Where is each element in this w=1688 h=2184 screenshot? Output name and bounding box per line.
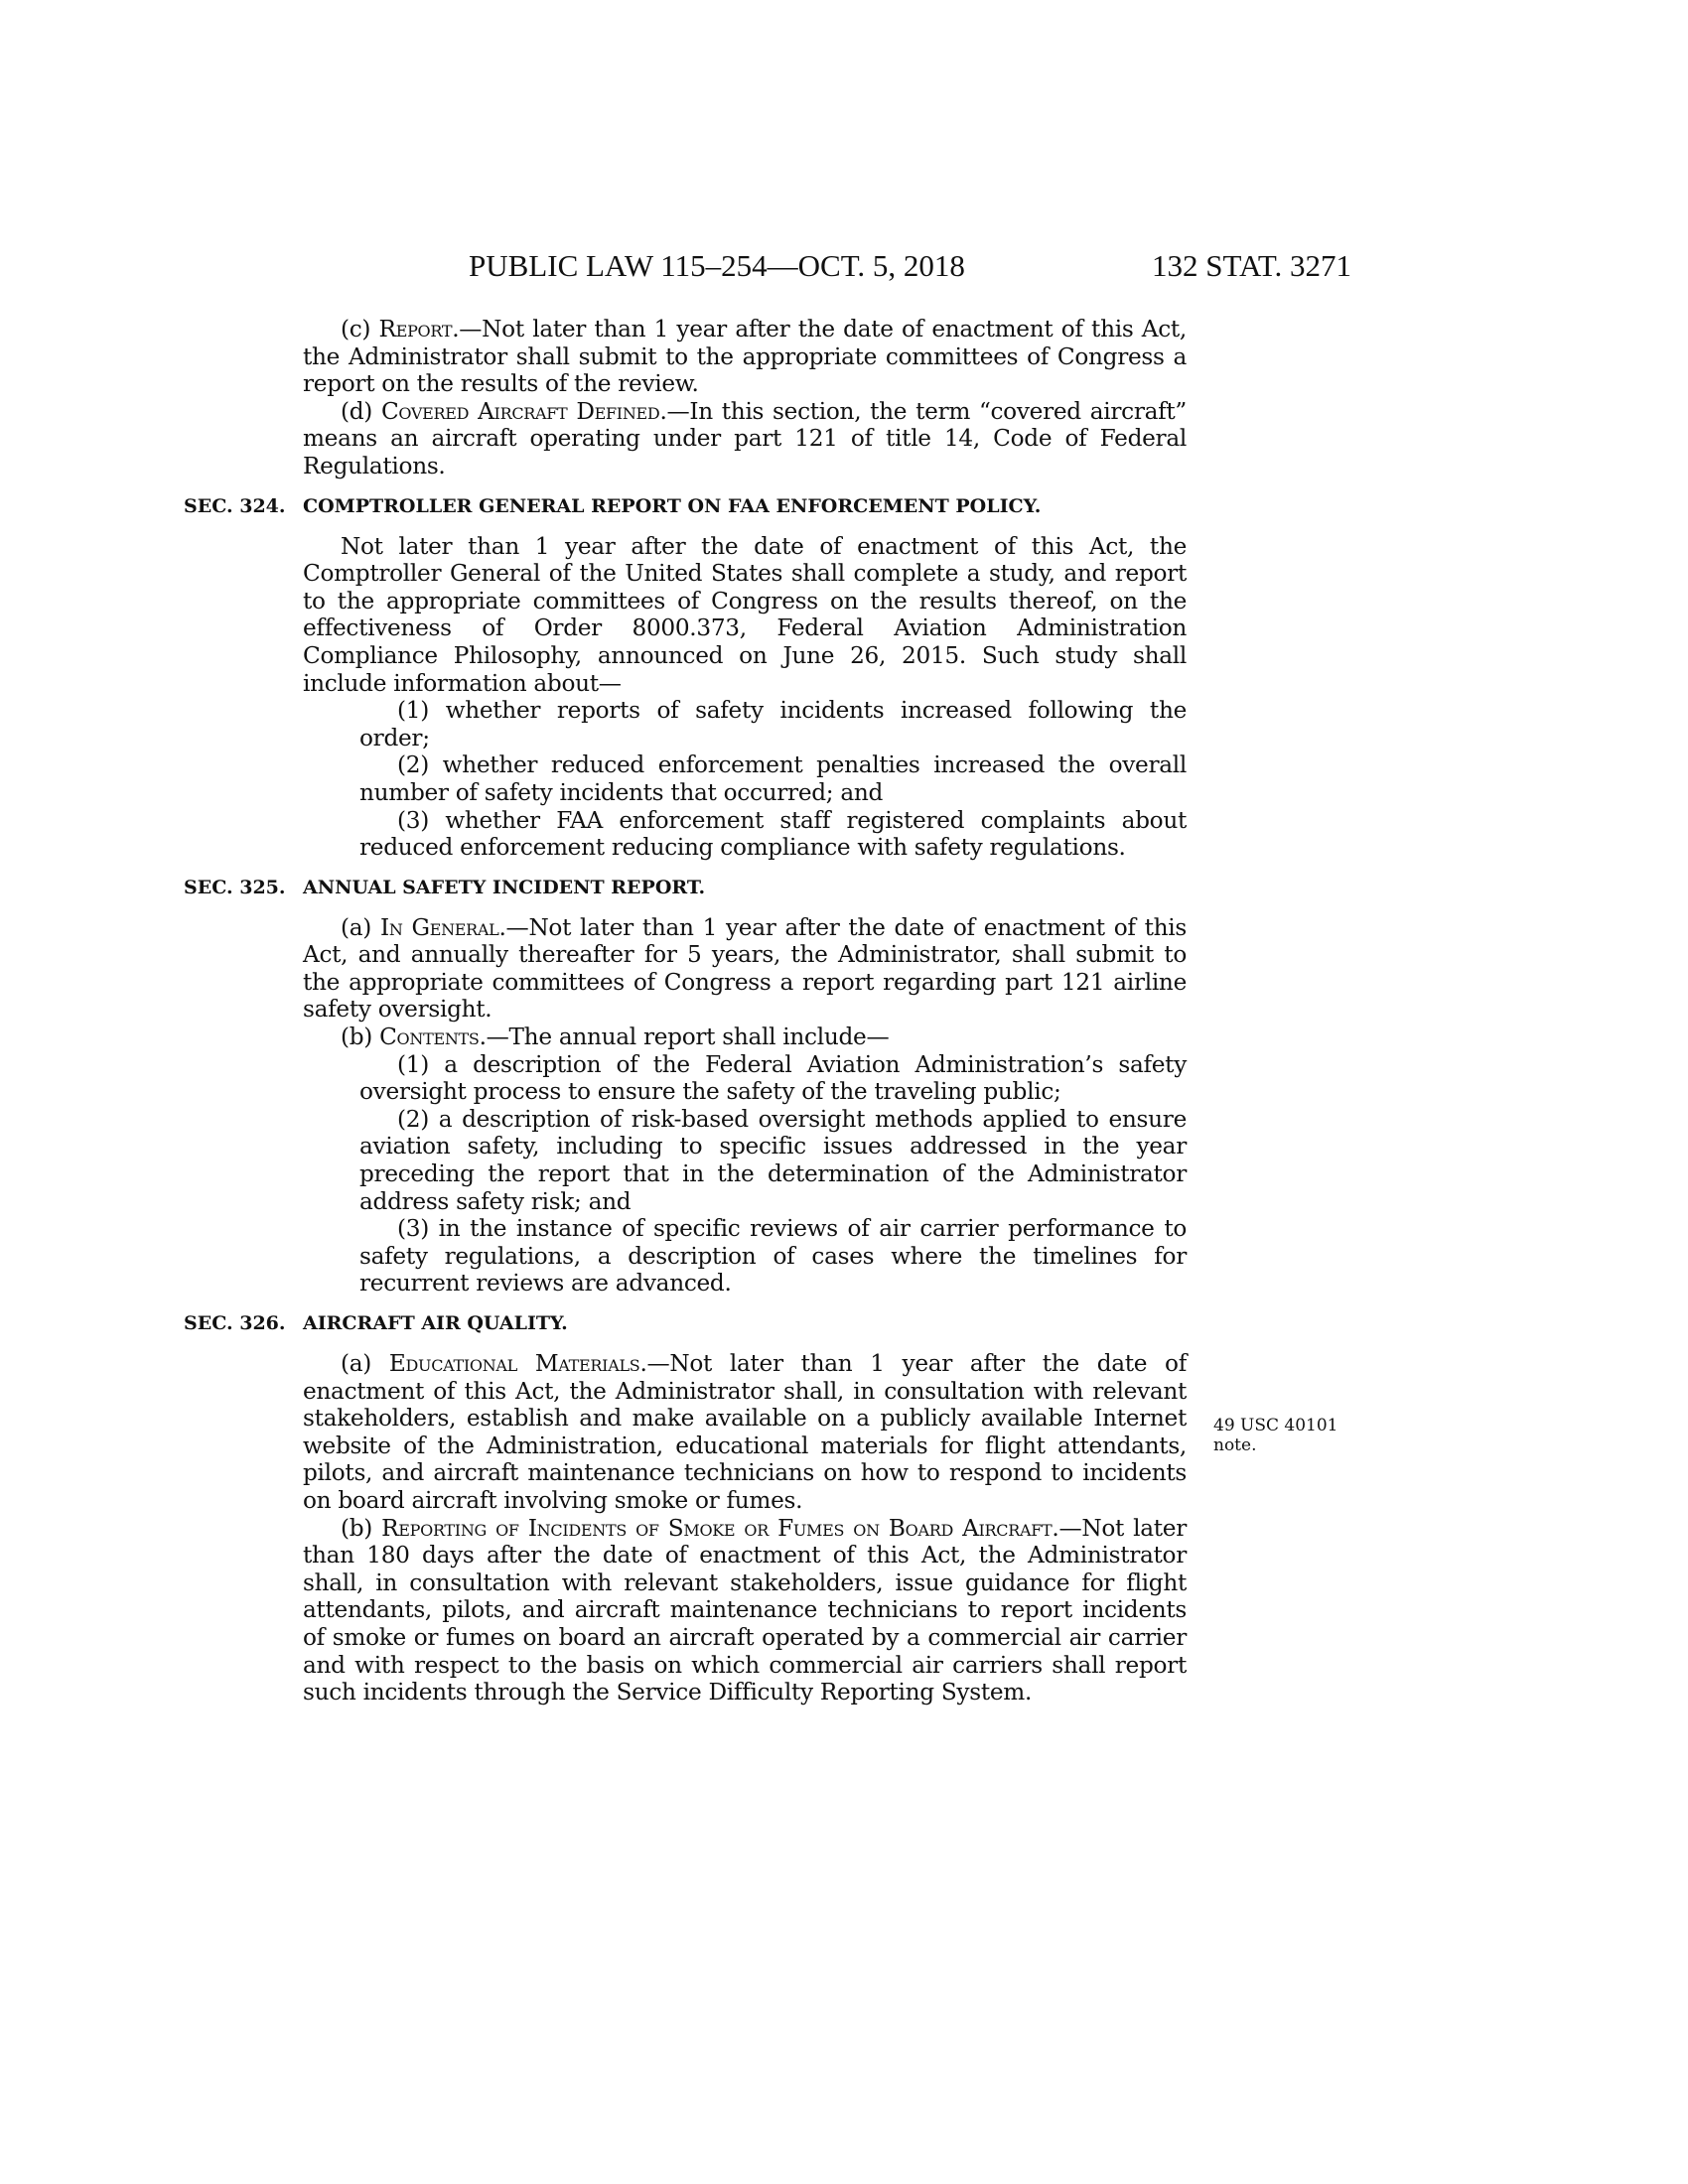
section-325-heading: SEC. 325.ANNUAL SAFETY INCIDENT REPORT. [184,876,706,898]
section-325-subsection-b: (b) Contents.—The annual report shall include— [341,1024,890,1051]
subsection-c-report: (c) Report.—Not later than 1 year after the date of enactment of this Act, the Administrator shall submit to the appropriate committees of Congress a report on the results of the review. [303,316,1187,398]
section-324-item-1: (1) whether reports of safety incidents increased following the order; [359,697,1187,751]
section-326-subsection-b: (b) Reporting of Incidents of Smoke or Fumes on Board Aircraft.—Not later than 180 days after the date of enactment of this Act, the Administrator shall, in consultation with relevant stakeholders, issue guidance for flight attendants, pilots, and aircraft maintenance technicians to report incidents of smoke or fumes on board an aircraft operated by a commercial air carrier and with respect to the basis on which commercial air carriers shall report such incidents through the Service Difficulty Reporting System. [303,1514,1187,1706]
subsection-heading: Contents [379,1024,480,1051]
margin-note-citation: 49 USC 40101 [1213,1416,1338,1435]
section-326-subsection-a: (a) Educational Materials.—Not later than 1 year after the date of enactment of this Act, the Administrator shall, in consultation with relevant stakeholders, establish and make available on a publicly available Internet website of the Administration, educational materials for flight attendants, pilots, and aircraft maintenance technicians on how to respond to incidents on board aircraft involving smoke or fumes. [303,1350,1187,1514]
subsection-heading: Reporting of Incidents of Smoke or Fumes on Board Aircraft [381,1514,1053,1542]
subsection-heading: Educational Materials [388,1350,640,1377]
subsection-d-covered-aircraft: (d) Covered Aircraft Defined.—In this section, the term “covered aircraft” means an aircraft operating under part 121 of title 14, Code of Federal Regulations. [303,397,1187,479]
section-324-item-2: (2) whether reduced enforcement penalties increased the overall number of safety incidents that occurred; and [359,751,1187,806]
section-325-item-3: (3) in the instance of specific reviews of air carrier performance to safety regulations, a description of cases where the timelines for recurrent reviews are advanced. [359,1215,1187,1297]
section-324-item-3: (3) whether FAA enforcement staff registered complaints about reduced enforcement reducing compliance with safety regulations. [359,806,1187,862]
public-law-citation: PUBLIC LAW 115–254—OCT. 5, 2018 [469,248,965,283]
statute-page-number: 132 STAT. 3271 [1152,248,1352,283]
margin-note [1213,1416,1372,1455]
subsection-heading: Covered Aircraft Defined [380,397,660,425]
section-324-heading: SEC. 324.COMPTROLLER GENERAL REPORT ON FAA ENFORCEMENT POLICY. [184,494,1042,517]
section-325-item-2: (2) a description of risk-based oversight methods applied to ensure aviation safety, including to specific issues addressed in the year preceding the report that in the determination of the Administrator address safety risk; and [359,1105,1187,1215]
section-326-heading: SEC. 326.AIRCRAFT AIR QUALITY. [184,1312,568,1334]
margin-note-suffix: note. [1213,1435,1257,1455]
section-325-item-1: (1) a description of the Federal Aviation Administration’s safety oversight process to ensure the safety of the traveling public; [359,1050,1187,1106]
subsection-heading: In General [379,913,499,941]
section-325-subsection-a: (a) In General.—Not later than 1 year after the date of enactment of this Act, and annually thereafter for 5 years, the Administrator, shall submit to the appropriate committees of Congress a report regarding part 121 airline safety oversight. [303,913,1188,1024]
running-header [0,248,1688,288]
body-text [184,316,1188,1706]
section-324-intro: Not later than 1 year after the date of enactment of this Act, the Comptroller General of the United States shall complete a study, and report to the appropriate committees of Congress on the results thereof, on the effectiveness of Order 8000.373, Federal Aviation Administration Compliance Philosophy, announced on June 26, 2015. Such study shall include information about— [303,532,1187,697]
subsection-heading: Report [378,316,453,342]
